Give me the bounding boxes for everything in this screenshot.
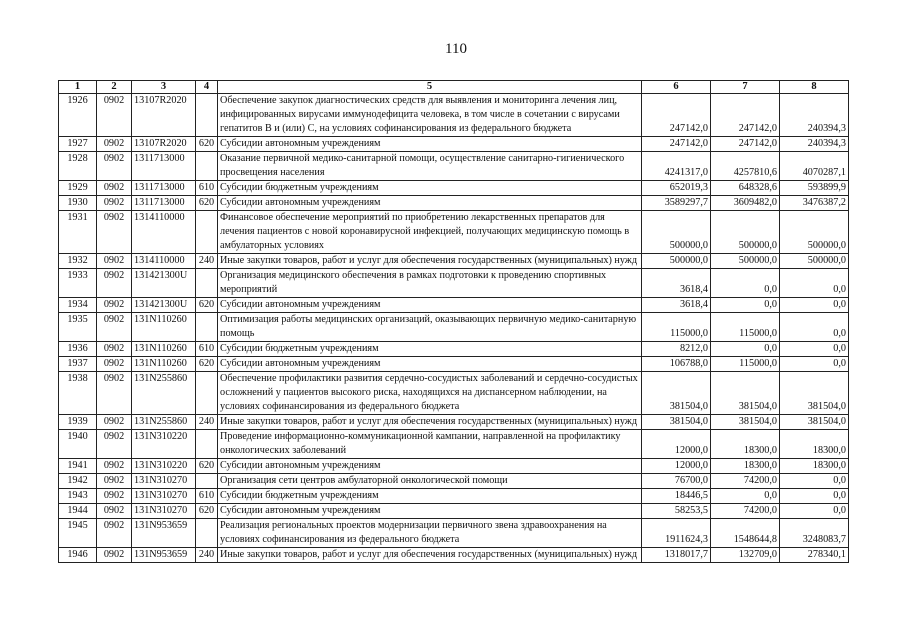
target-article-code: 13107R2020 — [132, 137, 196, 152]
amount-col-7: 500000,0 — [711, 254, 780, 269]
table-row — [59, 181, 849, 196]
amount-col-6: 76700,0 — [642, 474, 711, 489]
item-name: Иные закупки товаров, работ и услуг для обеспечения государственных (муниципальных) нужд — [218, 254, 642, 269]
section-code: 0902 — [97, 342, 132, 357]
amount-col-6: 247142,0 — [642, 137, 711, 152]
column-header: 1 — [59, 81, 97, 94]
amount-col-7: 648328,6 — [711, 181, 780, 196]
budget-table — [58, 80, 849, 563]
expense-type-code: 610 — [196, 489, 218, 504]
row-number: 1939 — [59, 415, 97, 430]
target-article-code: 131N110260 — [132, 342, 196, 357]
row-number: 1936 — [59, 342, 97, 357]
section-code: 0902 — [97, 181, 132, 196]
amount-col-6: 381504,0 — [642, 415, 711, 430]
table-row — [59, 372, 849, 415]
amount-col-6: 12000,0 — [642, 430, 711, 459]
target-article-code: 131N310270 — [132, 474, 196, 489]
item-name: Субсидии автономным учреждениям — [218, 298, 642, 313]
section-code: 0902 — [97, 211, 132, 254]
amount-col-7: 132709,0 — [711, 548, 780, 563]
target-article-code: 131N255860 — [132, 372, 196, 415]
table-row — [59, 504, 849, 519]
section-code: 0902 — [97, 474, 132, 489]
amount-col-8: 18300,0 — [780, 430, 849, 459]
expense-type-code: 620 — [196, 196, 218, 211]
target-article-code: 1314110000 — [132, 211, 196, 254]
target-article-code: 131N310220 — [132, 430, 196, 459]
table-row — [59, 357, 849, 372]
header-row — [59, 81, 849, 94]
amount-col-6: 1911624,3 — [642, 519, 711, 548]
section-code: 0902 — [97, 196, 132, 211]
item-name: Обеспечение закупок диагностических средств для выявления и мониторинга лечения лиц, инфицированных вирусами иммунодефицита человека, в том числе в сочетании с вирусами гепатитов B и (или) C, на условиях софинансирования из федерального бюджета — [218, 94, 642, 137]
amount-col-6: 1318017,7 — [642, 548, 711, 563]
item-name: Субсидии автономным учреждениям — [218, 357, 642, 372]
table-row — [59, 196, 849, 211]
column-header: 5 — [218, 81, 642, 94]
item-name: Субсидии автономным учреждениям — [218, 504, 642, 519]
target-article-code: 131N310220 — [132, 459, 196, 474]
table-row — [59, 137, 849, 152]
amount-col-6: 115000,0 — [642, 313, 711, 342]
amount-col-8: 0,0 — [780, 489, 849, 504]
expense-type-code — [196, 474, 218, 489]
amount-col-7: 18300,0 — [711, 430, 780, 459]
item-name: Иные закупки товаров, работ и услуг для обеспечения государственных (муниципальных) нужд — [218, 415, 642, 430]
amount-col-8: 18300,0 — [780, 459, 849, 474]
table-row — [59, 548, 849, 563]
target-article-code: 131421300U — [132, 298, 196, 313]
expense-type-code: 620 — [196, 137, 218, 152]
item-name: Субсидии автономным учреждениям — [218, 196, 642, 211]
item-name: Субсидии автономным учреждениям — [218, 137, 642, 152]
column-header: 6 — [642, 81, 711, 94]
item-name: Финансовое обеспечение мероприятий по приобретению лекарственных препаратов для лечения пациентов с новой коронавирусной инфекцией, получающих медицинскую помощь в амбулаторных условиях — [218, 211, 642, 254]
amount-col-7: 500000,0 — [711, 211, 780, 254]
amount-col-8: 593899,9 — [780, 181, 849, 196]
section-code: 0902 — [97, 357, 132, 372]
table-row — [59, 342, 849, 357]
amount-col-8: 3476387,2 — [780, 196, 849, 211]
row-number: 1937 — [59, 357, 97, 372]
expense-type-code — [196, 152, 218, 181]
item-name: Субсидии бюджетным учреждениям — [218, 489, 642, 504]
section-code: 0902 — [97, 430, 132, 459]
amount-col-6: 58253,5 — [642, 504, 711, 519]
amount-col-7: 247142,0 — [711, 137, 780, 152]
item-name: Иные закупки товаров, работ и услуг для обеспечения государственных (муниципальных) нужд — [218, 548, 642, 563]
amount-col-7: 247142,0 — [711, 94, 780, 137]
amount-col-8: 0,0 — [780, 342, 849, 357]
section-code: 0902 — [97, 504, 132, 519]
row-number: 1946 — [59, 548, 97, 563]
section-code: 0902 — [97, 269, 132, 298]
amount-col-8: 0,0 — [780, 474, 849, 489]
item-name: Организация медицинского обеспечения в рамках подготовки к проведению спортивных мероприятий — [218, 269, 642, 298]
expense-type-code: 240 — [196, 254, 218, 269]
column-header: 3 — [132, 81, 196, 94]
table-row — [59, 298, 849, 313]
amount-col-7: 74200,0 — [711, 504, 780, 519]
table-row — [59, 430, 849, 459]
table-row — [59, 459, 849, 474]
target-article-code: 1311713000 — [132, 181, 196, 196]
amount-col-8: 240394,3 — [780, 137, 849, 152]
amount-col-7: 74200,0 — [711, 474, 780, 489]
expense-type-code — [196, 313, 218, 342]
row-number: 1929 — [59, 181, 97, 196]
amount-col-8: 500000,0 — [780, 254, 849, 269]
table-row — [59, 519, 849, 548]
row-number: 1932 — [59, 254, 97, 269]
amount-col-6: 3618,4 — [642, 298, 711, 313]
row-number: 1931 — [59, 211, 97, 254]
expense-type-code — [196, 94, 218, 137]
amount-col-8: 0,0 — [780, 357, 849, 372]
section-code: 0902 — [97, 137, 132, 152]
amount-col-7: 115000,0 — [711, 357, 780, 372]
item-name: Обеспечение профилактики развития сердечно-сосудистых заболеваний и сердечно-сосудистых осложнений у пациентов высокого риска, находящихся на диспансерном наблюдении, на условиях софинансирования из федерального бюджета — [218, 372, 642, 415]
target-article-code: 131N953659 — [132, 548, 196, 563]
table-row — [59, 415, 849, 430]
amount-col-7: 3609482,0 — [711, 196, 780, 211]
target-article-code: 131N310270 — [132, 504, 196, 519]
section-code: 0902 — [97, 152, 132, 181]
amount-col-7: 0,0 — [711, 269, 780, 298]
row-number: 1944 — [59, 504, 97, 519]
table-header — [59, 81, 849, 94]
row-number: 1942 — [59, 474, 97, 489]
table-row — [59, 489, 849, 504]
row-number: 1945 — [59, 519, 97, 548]
amount-col-6: 18446,5 — [642, 489, 711, 504]
amount-col-6: 8212,0 — [642, 342, 711, 357]
section-code: 0902 — [97, 519, 132, 548]
row-number: 1934 — [59, 298, 97, 313]
expense-type-code — [196, 269, 218, 298]
table-row — [59, 474, 849, 489]
amount-col-6: 3618,4 — [642, 269, 711, 298]
target-article-code: 1314110000 — [132, 254, 196, 269]
row-number: 1928 — [59, 152, 97, 181]
amount-col-7: 18300,0 — [711, 459, 780, 474]
table-body — [59, 94, 849, 563]
section-code: 0902 — [97, 415, 132, 430]
section-code: 0902 — [97, 298, 132, 313]
section-code: 0902 — [97, 548, 132, 563]
item-name: Оказание первичной медико-санитарной помощи, осуществление санитарно-гигиенического просвещения населения — [218, 152, 642, 181]
expense-type-code: 240 — [196, 415, 218, 430]
target-article-code: 1311713000 — [132, 152, 196, 181]
amount-col-8: 381504,0 — [780, 372, 849, 415]
target-article-code: 1311713000 — [132, 196, 196, 211]
row-number: 1927 — [59, 137, 97, 152]
amount-col-6: 4241317,0 — [642, 152, 711, 181]
table-row — [59, 254, 849, 269]
item-name: Оптимизация работы медицинских организаций, оказывающих первичную медико-санитарную помощь — [218, 313, 642, 342]
table-row — [59, 269, 849, 298]
amount-col-6: 500000,0 — [642, 211, 711, 254]
item-name: Проведение информационно-коммуникационной кампании, направленной на профилактику онкологических заболеваний — [218, 430, 642, 459]
expense-type-code: 620 — [196, 459, 218, 474]
target-article-code: 131N953659 — [132, 519, 196, 548]
page-number: 110 — [445, 41, 467, 57]
amount-col-6: 106788,0 — [642, 357, 711, 372]
row-number: 1943 — [59, 489, 97, 504]
amount-col-8: 0,0 — [780, 504, 849, 519]
item-name: Реализация региональных проектов модернизации первичного звена здравоохранения на условиях софинансирования из федерального бюджета — [218, 519, 642, 548]
table-row — [59, 313, 849, 342]
amount-col-6: 500000,0 — [642, 254, 711, 269]
amount-col-6: 381504,0 — [642, 372, 711, 415]
row-number: 1938 — [59, 372, 97, 415]
item-name: Субсидии автономным учреждениям — [218, 459, 642, 474]
amount-col-7: 0,0 — [711, 298, 780, 313]
target-article-code: 131N110260 — [132, 313, 196, 342]
amount-col-8: 278340,1 — [780, 548, 849, 563]
item-name: Субсидии бюджетным учреждениям — [218, 342, 642, 357]
target-article-code: 131N110260 — [132, 357, 196, 372]
expense-type-code: 610 — [196, 342, 218, 357]
row-number: 1940 — [59, 430, 97, 459]
column-header: 7 — [711, 81, 780, 94]
section-code: 0902 — [97, 372, 132, 415]
row-number: 1926 — [59, 94, 97, 137]
amount-col-7: 1548644,8 — [711, 519, 780, 548]
expense-type-code — [196, 430, 218, 459]
column-header: 4 — [196, 81, 218, 94]
expense-type-code: 620 — [196, 504, 218, 519]
expense-type-code — [196, 519, 218, 548]
amount-col-8: 381504,0 — [780, 415, 849, 430]
target-article-code: 131N310270 — [132, 489, 196, 504]
section-code: 0902 — [97, 459, 132, 474]
target-article-code: 13107R2020 — [132, 94, 196, 137]
item-name: Организация сети центров амбулаторной онкологической помощи — [218, 474, 642, 489]
section-code: 0902 — [97, 489, 132, 504]
row-number: 1933 — [59, 269, 97, 298]
row-number: 1935 — [59, 313, 97, 342]
expense-type-code: 620 — [196, 357, 218, 372]
amount-col-7: 381504,0 — [711, 372, 780, 415]
amount-col-7: 0,0 — [711, 342, 780, 357]
amount-col-8: 240394,3 — [780, 94, 849, 137]
section-code: 0902 — [97, 313, 132, 342]
amount-col-6: 652019,3 — [642, 181, 711, 196]
amount-col-7: 115000,0 — [711, 313, 780, 342]
table-row — [59, 94, 849, 137]
table-row — [59, 211, 849, 254]
expense-type-code: 620 — [196, 298, 218, 313]
row-number: 1930 — [59, 196, 97, 211]
expense-type-code: 610 — [196, 181, 218, 196]
row-number: 1941 — [59, 459, 97, 474]
column-header: 2 — [97, 81, 132, 94]
amount-col-8: 500000,0 — [780, 211, 849, 254]
expense-type-code — [196, 372, 218, 415]
table-row — [59, 152, 849, 181]
amount-col-6: 12000,0 — [642, 459, 711, 474]
item-name: Субсидии бюджетным учреждениям — [218, 181, 642, 196]
column-header: 8 — [780, 81, 849, 94]
amount-col-8: 4070287,1 — [780, 152, 849, 181]
target-article-code: 131N255860 — [132, 415, 196, 430]
amount-col-7: 381504,0 — [711, 415, 780, 430]
amount-col-7: 4257810,6 — [711, 152, 780, 181]
expense-type-code — [196, 211, 218, 254]
expense-type-code: 240 — [196, 548, 218, 563]
section-code: 0902 — [97, 94, 132, 137]
amount-col-6: 247142,0 — [642, 94, 711, 137]
amount-col-8: 0,0 — [780, 298, 849, 313]
amount-col-8: 0,0 — [780, 269, 849, 298]
amount-col-8: 0,0 — [780, 313, 849, 342]
section-code: 0902 — [97, 254, 132, 269]
target-article-code: 131421300U — [132, 269, 196, 298]
amount-col-7: 0,0 — [711, 489, 780, 504]
amount-col-6: 3589297,7 — [642, 196, 711, 211]
amount-col-8: 3248083,7 — [780, 519, 849, 548]
